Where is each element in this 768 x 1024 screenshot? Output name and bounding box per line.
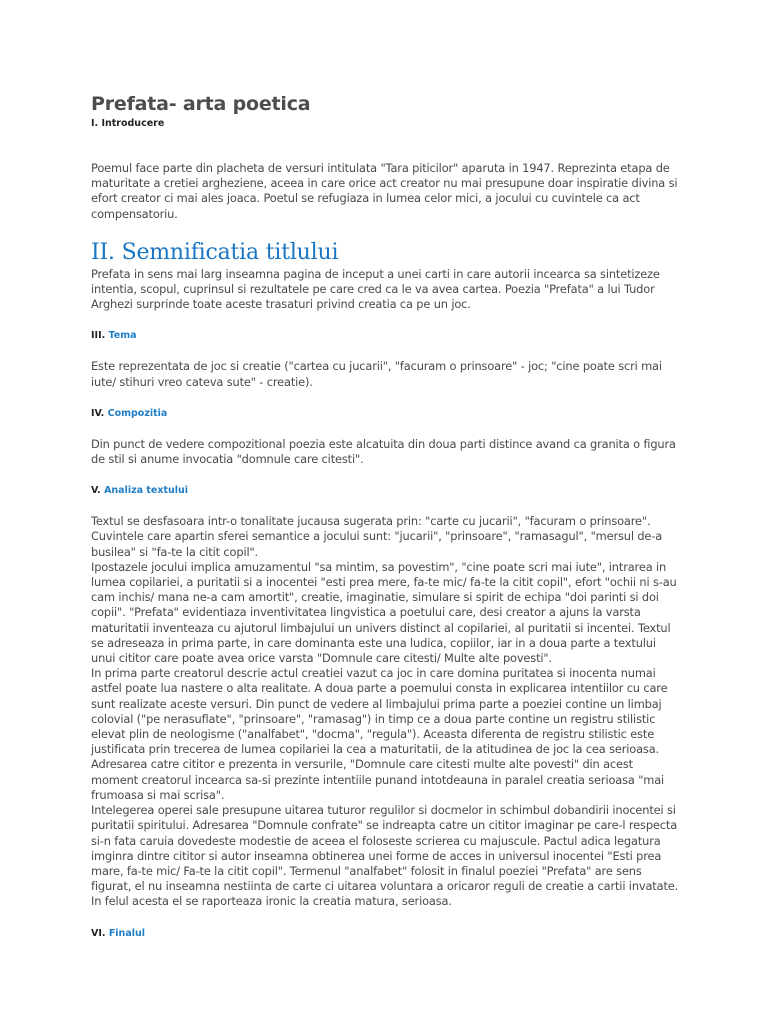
section-3-heading — [91, 329, 681, 342]
page-title: Prefata- arta poetica — [91, 93, 311, 115]
section-3-label: Tema — [108, 330, 137, 342]
section-4-label: Compozitia — [107, 407, 168, 419]
section-5-heading — [91, 484, 681, 497]
section-5-paragraph-3: In prima parte creatorul descrie actul creatiei vazut ca joc in care domina puritatea si inocenta numai astfel poate lua nastere o alta realitate. A doua parte a poemului consta in explicarea intentiilor cu care sunt realizate aceste versuri. Din punct de vedere al limbajului prima parte a poeziei contine un limbaj colovial ("pe nerasuflate", "prinsoare", "ramasag") in timp ce a doua parte contine un registru stilistic elevat plin de neologisme ("analfabet", "docma", "regula"). Aceasta diferenta de registru stilistic este justificata prin trecerea de lumea copilariei la cea a maturitatii, de la atitudinea de joc la cea serioasa. Adresarea catre cititor e prezenta in versurile, "Domnule care citesti multe alte povesti" din acest moment creatorul incearca sa-si prezinte intentiile punand intotdeauna in paralel creatia serioasa "mai frumoasa si mai scrisa". — [91, 666, 668, 802]
section-4-number: IV. — [91, 407, 105, 419]
section-1-heading: I. Introducere — [91, 118, 165, 129]
section-2-paragraph: Prefata in sens mai larg inseamna pagina de inceput a unei carti in care autorii incearca sa sintetizeze intentia, scopul, cuprinsul si rezultatele pe care cred ca le va avea cartea. Poezia "Prefata" a lui Tudor Arghezi surprinde toate aceste trasaturi privind creatia ca pe un joc. — [91, 266, 660, 312]
section-5-paragraph-1: Textul se desfasoara intr-o tonalitate jucausa sugerata prin: "carte cu jucarii", "facuram o prinsoare". Cuvintele care apartin sferei semantice a jocului sunt: "jucarii", "prinsoare", "ramasagul", "mersul de-a busilea" si "fa-te la citit copil". — [91, 514, 663, 559]
section-6-heading — [91, 927, 681, 940]
section-2-heading: II. Semnificatia titlului — [91, 239, 339, 265]
section-5-paragraph-2: Ipostazele jocului implica amuzamentul "sa mintim, sa povestim", "cine poate scri mai iute", intrarea in lumea copilariei, a puritatii si a inocentei "esti prea mere, fa-te mic/ fa-te la citit copil", efort "ochii ni s-au cam inchis/ mana ne-a cam amortit", creatie, imaginatie, simulare si spirit de echipa "doi parinti si doi copii". "Prefata" evidentiaza inventivitatea lingvistica a poetului care, desi creator a ajuns la varsta maturitatii inventeaza cu ajutorul limbajului un univers distinct al copilariei, al puritatii si incentei. Textul se adreseaza in prima parte, in care dominanta este una ludica, copiilor, iar in a doua parte a textului unui cititor care poate avea orice varsta "Domnule care citesti/ Multe alte povesti". — [91, 559, 677, 666]
document-page — [91, 92, 681, 940]
section-5-paragraph-4: Intelegerea operei sale presupune uitarea tuturor regulilor si docmelor in schimbul dobandirii inocentei si puritatii spiritului. Adresarea "Domnule confrate" se indreapta catre un cititor imaginar pe care-l respecta si-n fata caruia dovedeste modestie de aceea el foloseste scrierea cu majuscule. Pactul adica legatura imginra dintre cititor si autor inseamna obtinerea unei forme de acces in universul inocentei "Esti prea mare, fa-te mic/ Fa-te la citit copil". Termenul "analfabet" folosit in finalul poeziei "Prefata" are sens figurat, el nu inseamna nestiinta de carte ci uitarea voluntara a oricaror reguli de creatie a cartii invatate. In felul acesta el se raporteaza ironic la creatia matura, serioasa. — [91, 803, 679, 909]
section-4-heading — [91, 407, 681, 420]
section-3-paragraph: Este reprezentata de joc si creatie ("cartea cu jucarii", "facuram o prinsoare" - joc; "cine poate scri mai iute/ stihuri vreo cateva sute" - creatie). — [91, 359, 662, 389]
section-3-number: III. — [91, 330, 106, 342]
section-5-label: Analiza textului — [104, 485, 189, 497]
section-6-label: Finalul — [108, 927, 146, 939]
intro-paragraph: Poemul face parte din placheta de versuri intitulata "Tara piticilor" aparuta in 1947. Reprezinta etapa de maturitate a cretiei argheziene, aceea in care orice act creator nu mai presupune doar inspiratie divina si efort creator ci mai ales joaca. Poetul se refugiaza in lumea celor mici, a jocului cu cuvintele ca act compensatoriu. — [91, 161, 678, 221]
section-4-paragraph: Din punct de vedere compozitional poezia este alcatuita din doua parti distince avand ca granita o figura de stil si anume invocatia "domnule care citesti". — [91, 436, 676, 467]
section-6-number: VI. — [91, 927, 106, 939]
section-5-number: V. — [91, 485, 101, 497]
